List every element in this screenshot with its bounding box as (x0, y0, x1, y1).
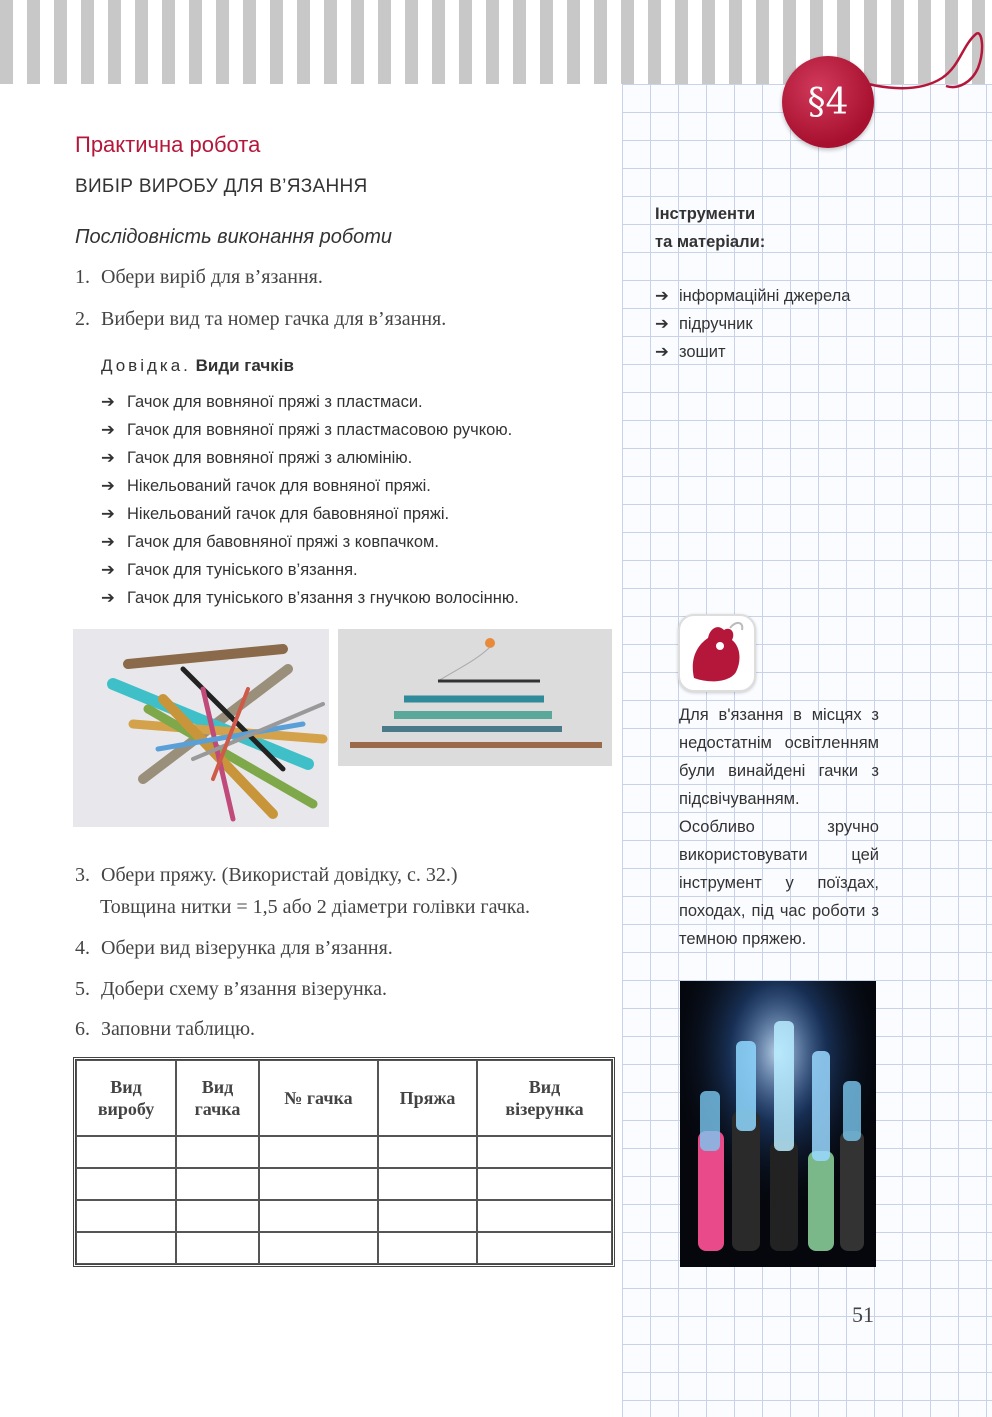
step-number: 5. (75, 978, 90, 1000)
step-number: 4. (75, 937, 90, 959)
hook-type-text: Гачок для бавовняної пряжі з ковпачком. (127, 533, 439, 551)
reference-title: Види гачків (195, 356, 294, 375)
step-text: Обери виріб для в’язання. (101, 266, 323, 288)
step-1 (75, 266, 323, 289)
table-empty-cell[interactable] (76, 1232, 176, 1264)
table-empty-cell[interactable] (259, 1168, 378, 1200)
table-empty-cell[interactable] (76, 1200, 176, 1232)
table-header-cell (176, 1060, 259, 1136)
tools-title-line: Інструменти (655, 205, 756, 223)
arrow-right-icon: ➔ (101, 393, 115, 411)
hook-type-text: Гачок для туніського в’язання з гнучкою волосінню. (127, 589, 519, 607)
table-header-cell (259, 1060, 378, 1136)
arrow-right-icon: ➔ (101, 589, 115, 607)
arrow-right-icon: ➔ (655, 287, 669, 305)
hook-type-text: Гачок для вовняної пряжі з алюмінію. (127, 449, 413, 467)
tools-title-line: та матеріали: (655, 233, 766, 251)
tool-text: зошит (679, 343, 726, 361)
hook-type-item (101, 416, 519, 444)
header-line: № гачка (284, 1088, 353, 1108)
table-empty-cell[interactable] (477, 1168, 612, 1200)
header-line: Вид (528, 1077, 561, 1097)
step-text: Вибери вид та номер гачка для в’язання. (101, 308, 447, 330)
table-empty-cell[interactable] (76, 1168, 176, 1200)
table-row (76, 1136, 612, 1168)
step-text: Обери пряжу. (Використай довідку, с. 32.) (101, 864, 458, 886)
header-line: Вид (110, 1077, 142, 1097)
hook-type-text: Нікельований гачок для вовняної пряжі. (127, 477, 431, 495)
table-empty-cell[interactable] (477, 1200, 612, 1232)
hook-type-item (101, 444, 519, 472)
tool-item (655, 338, 850, 366)
table-empty-cell[interactable] (378, 1136, 477, 1168)
lighted-crochet-hooks-photo (680, 981, 876, 1267)
table-empty-cell[interactable] (76, 1136, 176, 1168)
hook-types-list (101, 388, 519, 612)
hook-type-item (101, 556, 519, 584)
arrow-right-icon: ➔ (655, 315, 669, 333)
arrow-right-icon: ➔ (101, 533, 115, 551)
table-empty-cell[interactable] (176, 1232, 259, 1264)
page-number: 51 (852, 1302, 874, 1327)
table-header-cell (76, 1060, 176, 1136)
table-empty-cell[interactable] (378, 1200, 477, 1232)
header-line: виробу (97, 1099, 155, 1119)
step-4 (75, 937, 393, 960)
tools-list (655, 282, 850, 366)
table-header-cell (477, 1060, 612, 1136)
reference-label: Довідка. (101, 356, 191, 375)
hook-type-item (101, 472, 519, 500)
mascot-fact-icon (678, 614, 756, 692)
step-5 (75, 978, 387, 1001)
hook-type-text: Гачок для вовняної пряжі з пластмасовою ручкою. (127, 421, 513, 439)
tool-item (655, 310, 850, 338)
reference-heading (101, 356, 294, 376)
tool-text: підручник (679, 315, 753, 333)
step-3-continuation: Товщина нитки = 1,5 або 2 діаметри голівки гачка. (100, 896, 531, 918)
step-2 (75, 308, 446, 331)
tools-title (655, 200, 765, 256)
table-row (76, 1200, 612, 1232)
section-badge (782, 56, 874, 148)
hook-type-text: Гачок для туніського в’язання. (127, 561, 358, 579)
table-empty-cell[interactable] (477, 1136, 612, 1168)
table-empty-cell[interactable] (176, 1136, 259, 1168)
table-empty-cell[interactable] (259, 1232, 378, 1264)
step-number: 1. (75, 266, 90, 288)
table-empty-cell[interactable] (378, 1232, 477, 1264)
page-subtitle: ВИБІР ВИРОБУ ДЛЯ В’ЯЗАННЯ (75, 176, 368, 197)
step-text: Заповни таблицю. (101, 1018, 256, 1040)
table-empty-cell[interactable] (378, 1168, 477, 1200)
hook-type-item (101, 388, 519, 416)
arrow-right-icon: ➔ (101, 449, 115, 467)
step-text: Добери схему в’язання візерунка. (101, 978, 387, 1000)
table-row (76, 1232, 612, 1264)
step-text: Обери вид візерунка для в’язання. (101, 937, 393, 959)
tool-item (655, 282, 850, 310)
table-empty-cell[interactable] (259, 1200, 378, 1232)
arrow-right-icon: ➔ (101, 561, 115, 579)
hook-type-item (101, 528, 519, 556)
table-empty-cell[interactable] (176, 1168, 259, 1200)
step-number: 3. (75, 864, 90, 886)
header-line: візерунка (505, 1099, 584, 1119)
arrow-right-icon: ➔ (101, 477, 115, 495)
header-line: Пряжа (399, 1088, 456, 1108)
arrow-right-icon: ➔ (101, 505, 115, 523)
page-heading: Практична робота (75, 132, 261, 157)
step-number: 6. (75, 1018, 90, 1040)
section-badge-label: §4 (807, 81, 849, 123)
step-3 (75, 864, 458, 887)
step-number: 2. (75, 308, 90, 330)
table-header-cell (378, 1060, 477, 1136)
hook-type-text: Нікельований гачок для бавовняної пряжі. (127, 505, 450, 523)
table-empty-cell[interactable] (259, 1136, 378, 1168)
fun-fact-text: Для в'язання в місцях з недостатнім освітленням були винайдені гачки з підсвічуванням. Особливо зручно використовувати цей інструмент у поїздах, походах, під час роботи з темною пряжею. (679, 706, 879, 948)
arrow-right-icon: ➔ (101, 421, 115, 439)
step-6 (75, 1018, 255, 1041)
fill-in-table (73, 1057, 615, 1267)
hook-type-item (101, 500, 519, 528)
hook-type-text: Гачок для вовняної пряжі з пластмаси. (127, 393, 423, 411)
sequence-title: Послідовність виконання роботи (75, 226, 393, 248)
table-empty-cell[interactable] (176, 1200, 259, 1232)
table-empty-cell[interactable] (477, 1232, 612, 1264)
header-line: гачка (194, 1099, 241, 1119)
crochet-hooks-row-photo (338, 629, 612, 766)
table-header-row (76, 1060, 612, 1136)
hook-type-item (101, 584, 519, 612)
arrow-right-icon: ➔ (655, 343, 669, 361)
header-line: Вид (201, 1077, 234, 1097)
tool-text: інформаційні джерела (679, 287, 851, 305)
table-row (76, 1168, 612, 1200)
crochet-hooks-pile-photo (73, 629, 329, 827)
